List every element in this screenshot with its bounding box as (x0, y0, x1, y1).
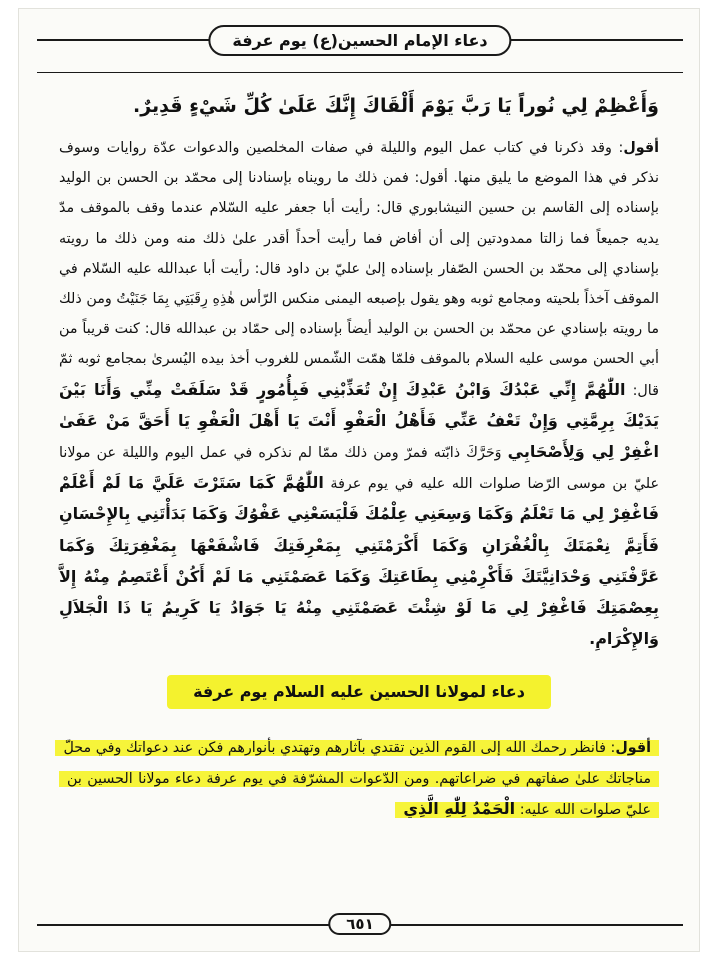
page-content (59, 91, 659, 825)
paragraph-lead: أقول (623, 140, 659, 156)
page-footer (37, 915, 683, 935)
paragraph-narration: : وقد ذكرنا في كتاب عمل اليوم والليلة في صفات المخلصين والدعوات عدّة روايات وسوف نذكر في هذا الموضع ما يليق منها. أقول: فمن ذلك ما رويناه بإسنادنا إلى محمّد بن الحسن بن الوليد بإسناده إلى القاسم بن حسين النيشابوري قال: رأيت أبا جعفر عليه السّلام عندما وقف بالموقف مدّ يديه جميعاً فما زالتا ممدودتين إلى أن أفاض فما رأيت أحداً أقدر علىٰ ذلك منه ومن ذلك ما رويته بإسنادي إلى محمّد بن الحسن الصّفار بإسناده إلىٰ عليّ بن داود قال: رأيت أبا عبدالله عليه السّلام في الموقف آخذاً بلحيته ومجامع ثوبه وهو يقول بإصبعه اليمنى منكس الرّأس هٰذِهِ رِقَبَتِي بِمَا جَنَيْتُ ومن ذلك ما رويته بإسنادي عن محمّد بن الحسن بن الوليد أيضاً بإسناده إلى حمّاد بن عبدالله قال: كنت قريباً من أبي الحسن موسى عليه السلام بالموقف فلمّا همّت الشّمس للغروب أخذ بيده اليُسرىٰ بمجامع ثوبه ثمّ قال: (59, 140, 659, 399)
final-paragraph (59, 733, 659, 825)
running-title: دعاء الإمام الحسين(ع) يوم عرفة (208, 25, 511, 56)
section-heading (59, 675, 659, 709)
final-paragraph-lead: أقول (615, 740, 651, 757)
page-number: ٦٥١ (328, 913, 391, 935)
final-paragraph-text: : فانظر رحمك الله إلى القوم الذين تقتدي بآثارهم وتهتدي بأنوارهم فكن عند دعواتك وفي محلّ مناجاتك علىٰ صفاتهم في ضراعاتهم. ومن الدّعوات المشرّفة في يوم عرفة دعاء مولانا الحسين بن عليّ صلوات الله عليه: (63, 740, 651, 818)
book-page (18, 8, 700, 952)
final-prayer-opening: الْحَمْدُ لِلّٰهِ الَّذِي (403, 798, 516, 818)
opening-supplication-line: وَأَعْظِمْ لِي نُوراً يَا رَبَّ يَوْمَ أَلْقَاكَ إِنَّكَ عَلَىٰ كُلِّ شَيْءٍ قَدِيرٌ. (133, 95, 659, 117)
section-title: دعاء لمولانا الحسين عليه السلام يوم عرفة (167, 675, 551, 709)
prayer-rida: اللّٰهُمَّ كَمَا سَتَرْتَ عَلَيَّ مَا لَمْ أَعْلَمْ فَاغْفِرْ لِي مَا تَعْلَمُ وَكَمَا وَسِعَنِي عِلْمُكَ فَلْيَسَعْنِي عَفْوُكَ وَكَمَا بَدَأْتَنِي بِالإِحْسَانِ فَأَتِمَّ نِعْمَتَكَ بِالْغُفْرَانِ وَكَمَا أَكْرَمْتَنِي بِمَعْرِفَتِكَ فَاشْفَعْهَا بِمَغْفِرَتِكَ وَكَمَا عَرَّفْتَنِي وَحْدَانِيَّتَكَ فَأَكْرِمْنِي بِطَاعَتِكَ وَكَمَا عَصَمْتَنِي مَا لَمْ أَكُنْ أَعْتَصِمُ مِنْهُ إِلاَّ بِعِصْمَتِكَ فَاغْفِرْ لِي مَا لَوْ شِئْتَ عَصَمْتَنِي مِنْهُ يَا جَوَادُ يَا كَرِيمُ يَا ذَا الْجَلاَلِ وَالإِكْرَامِ. (59, 473, 659, 649)
paragraph-middle: وَحَرَّكَ ذابّته فمرّ ومن ذلك ممّا لم نذكره في عمل اليوم والليلة عن مولانا عليّ بن موسى الرّضا صلوات الله عليه في يوم عرفة (59, 445, 660, 493)
running-header (37, 31, 683, 73)
main-paragraph (59, 133, 659, 655)
prayer-musa: اللّٰهُمَّ إِنِّي عَبْدُكَ وَابْنُ عَبْدِكَ إِنْ تُعَذِّبْنِي فَبِأُمُورٍ قَدْ سَلَفَتْ مِنِّي وَأَنَا بَيْنَ يَدَيْكَ بِرِمَّتِي وَإِنْ تَعْفُ عَنِّي فَأَهْلُ الْعَفْوِ أَنْتَ يَا أَهْلَ الْعَفْوِ يَا أَحَقَّ مَنْ عَفَىٰ اغْفِرْ لِي وَلِأَصْحَابِي (59, 379, 659, 462)
